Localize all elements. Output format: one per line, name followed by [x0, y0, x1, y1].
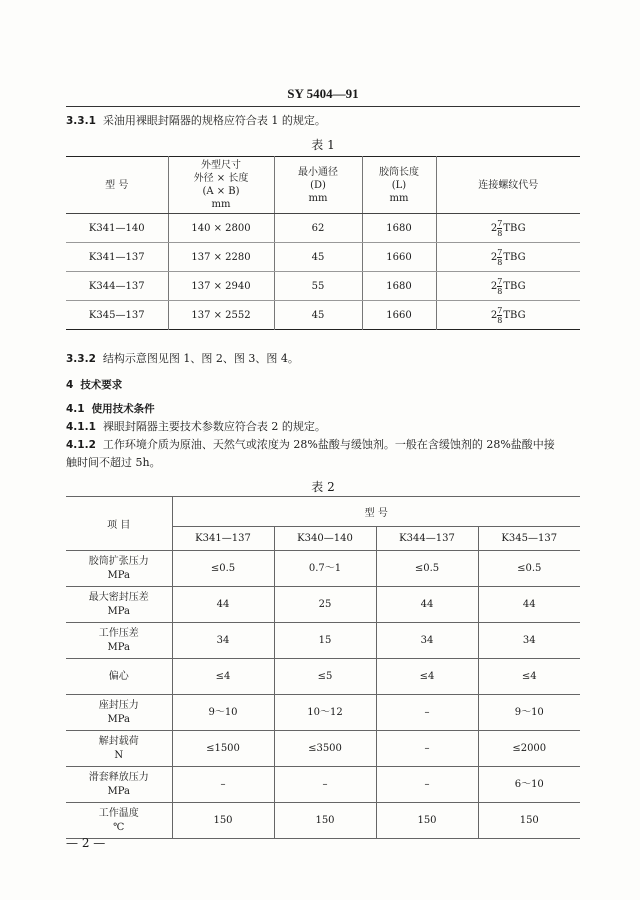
table-row: 座封压力 MPa 9～10 10～12 – 9～10 [66, 695, 580, 731]
col-model-2: K340—140 [274, 527, 376, 551]
table-row: 最大密封压差 MPa 44 25 44 44 [66, 587, 580, 623]
col-rubber-length: 胶筒长度 (L) mm [362, 157, 436, 214]
col-group-model: 型 号 [172, 497, 580, 527]
table-row: 工作压差 MPa 34 15 34 34 [66, 623, 580, 659]
section-4-heading: 4 技术要求 [66, 379, 123, 391]
table-2 [66, 496, 580, 839]
table-row: 滑套释放压力 MPa – – – 6～10 [66, 767, 580, 803]
page-number: — 2 — [66, 836, 106, 850]
table2-caption: 表 2 [311, 480, 335, 494]
table-row: 解封载荷 N ≤1500 ≤3500 – ≤2000 [66, 731, 580, 767]
col-model-3: K344—137 [376, 527, 478, 551]
header-rule [66, 106, 580, 107]
table-row: K341—140 140 × 2800 62 1680 2 $\frac{7}{8}$ TBG [66, 214, 580, 243]
table-row: 工作温度 ℃ 150 150 150 150 [66, 803, 580, 839]
col-model-4: K345—137 [478, 527, 580, 551]
table-row: K345—137 137 × 2552 45 1660 2 $\frac{7}{8}$ TBG [66, 301, 580, 330]
col-model: 型 号 [66, 157, 168, 214]
document-code: SY 5404—91 [287, 86, 359, 101]
thread-code: 2 $\frac{7}{8}$ TBG [490, 218, 526, 238]
table-row: K341—137 137 × 2280 45 1660 2 $\frac{7}{8}$ TBG [66, 243, 580, 272]
table-row: 偏心 ≤4 ≤5 ≤4 ≤4 [66, 659, 580, 695]
section-text: 采油用裸眼封隔器的规格应符合表 1 的规定。 [102, 114, 326, 127]
table1-caption: 表 1 [311, 138, 335, 152]
col-outer-dims: 外型尺寸 外径 × 长度 (A × B) mm [168, 157, 274, 214]
table-row: 胶筒扩张压力 MPa ≤0.5 0.7～1 ≤0.5 ≤0.5 [66, 551, 580, 587]
section-3-3-1 [66, 112, 580, 130]
col-model-1: K341—137 [172, 527, 274, 551]
thread-code: 2 $\frac{7}{8}$ TBG [490, 276, 526, 296]
section-4-1-1: 4.1.1 裸眼封隔器主要技术参数应符合表 2 的规定。 [66, 420, 326, 433]
thread-code: 2 $\frac{7}{8}$ TBG [490, 247, 526, 267]
table-1 [66, 156, 580, 330]
section-3-3-2: 3.3.2 结构示意图见图 1、图 2、图 3、图 4。 [66, 352, 299, 365]
col-thread: 连接螺纹代号 [436, 157, 580, 214]
col-min-bore: 最小通径 (D) mm [274, 157, 362, 214]
table-row: K344—137 137 × 2940 55 1680 2 $\frac{7}{8}$ TBG [66, 272, 580, 301]
section-number: 3.3.1 [66, 115, 96, 127]
col-item: 项 目 [66, 497, 172, 551]
section-4-1-heading: 4.1 使用技术条件 [66, 403, 155, 415]
thread-code: 2 $\frac{7}{8}$ TBG [490, 305, 526, 325]
section-4-1-2: 4.1.2 工作环境介质为原油、天然气或浓度为 28%盐酸与缓蚀剂。一般在含缓蚀剂的 28%盐酸中接 触时间不超过 5h。 [66, 438, 555, 469]
